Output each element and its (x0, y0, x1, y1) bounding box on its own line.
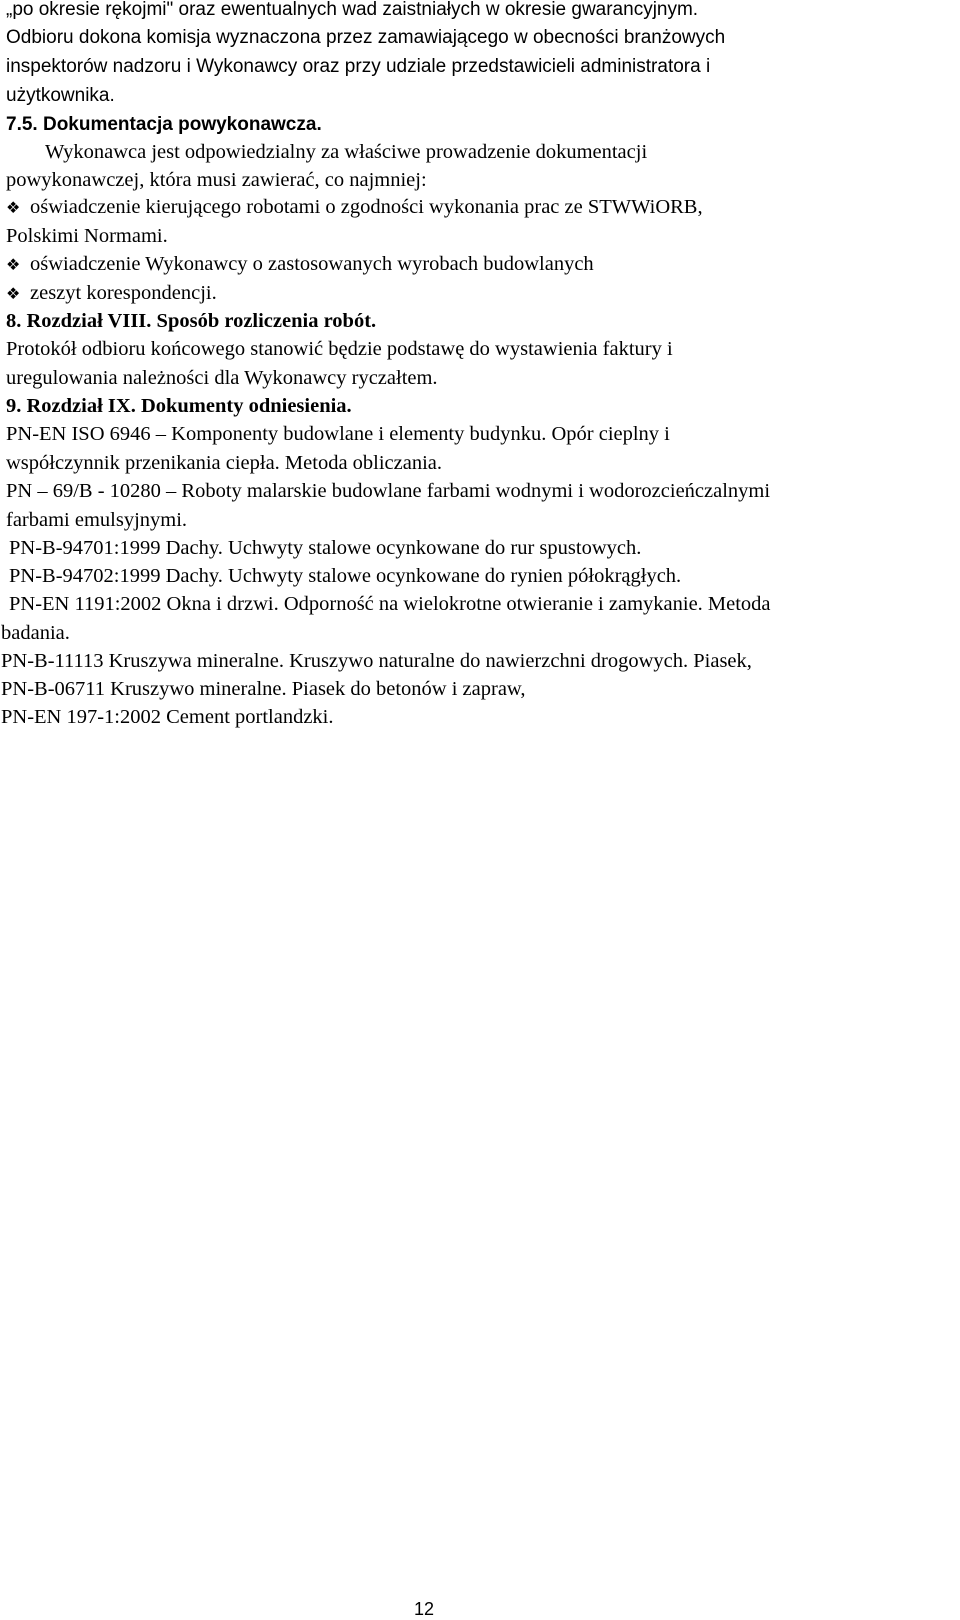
section-heading: 9. Rozdział IX. Dokumenty odniesienia. (6, 395, 352, 417)
paragraph-line: Wykonawca jest odpowiedzialny za właściwe prowadzenie dokumentacji (45, 141, 648, 163)
reference-line: PN-B-06711 Kruszywo mineralne. Piasek do betonów i zapraw, (1, 678, 526, 700)
reference-line: PN-B-94702:1999 Dachy. Uchwyty stalowe ocynkowane do rynien półokrągłych. (9, 565, 682, 587)
list-item (6, 283, 217, 304)
section-heading: 7.5. Dokumentacja powykonawcza. (6, 114, 322, 135)
paragraph-line: Protokół odbioru końcowego stanowić będzie podstawę do wystawienia faktury i (6, 338, 673, 360)
bullet-diamond-icon: ❖ (6, 198, 21, 217)
paragraph-line: powykonawczej, która musi zawierać, co najmniej: (6, 169, 427, 191)
list-item-text: zeszyt korespondencji. (30, 282, 217, 304)
paragraph-line: Odbioru dokona komisja wyznaczona przez zamawiającego w obecności branżowych (6, 27, 726, 48)
bullet-diamond-icon: ❖ (6, 255, 21, 274)
reference-line: współczynnik przenikania ciepła. Metoda obliczania. (6, 452, 443, 474)
reference-line: PN-EN 197-1:2002 Cement portlandzki. (1, 706, 334, 728)
reference-line: PN – 69/B - 10280 – Roboty malarskie budowlane farbami wodnymi i wodorozcieńczalnymi (6, 480, 771, 502)
reference-line: PN-B-94701:1999 Dachy. Uchwyty stalowe ocynkowane do rur spustowych. (9, 537, 642, 559)
reference-line: PN-EN ISO 6946 – Komponenty budowlane i elementy budynku. Opór cieplny i (6, 423, 670, 445)
paragraph-line: uregulowania należności dla Wykonawcy ryczałtem. (6, 367, 438, 389)
list-item-text: oświadczenie Wykonawcy o zastosowanych wyrobach budowlanych (30, 253, 594, 275)
reference-line: badania. (1, 622, 70, 644)
list-item (6, 254, 594, 275)
list-item-continuation: Polskimi Normami. (6, 225, 168, 247)
reference-line: PN-B-11113 Kruszywa mineralne. Kruszywo naturalne do nawierzchni drogowych. Piasek, (1, 650, 752, 672)
paragraph-line: użytkownika. (6, 85, 115, 106)
reference-line: PN-EN 1191:2002 Okna i drzwi. Odporność na wielokrotne otwieranie i zamykanie. Metoda (9, 593, 771, 615)
paragraph-line: inspektorów nadzoru i Wykonawcy oraz przy udziale przedstawicieli administratora i (6, 56, 711, 77)
list-item (6, 197, 703, 218)
list-item-text: oświadczenie kierującego robotami o zgodności wykonania prac ze STWWiORB, (30, 196, 703, 218)
bullet-diamond-icon: ❖ (6, 284, 21, 303)
reference-line: farbami emulsyjnymi. (6, 509, 188, 531)
paragraph-line: „po okresie rękojmi" oraz ewentualnych wad zaistniałych w okresie gwarancyjnym. (6, 0, 699, 20)
page-number: 12 (414, 1599, 435, 1619)
section-heading: 8. Rozdział VIII. Sposób rozliczenia robót. (6, 310, 377, 332)
